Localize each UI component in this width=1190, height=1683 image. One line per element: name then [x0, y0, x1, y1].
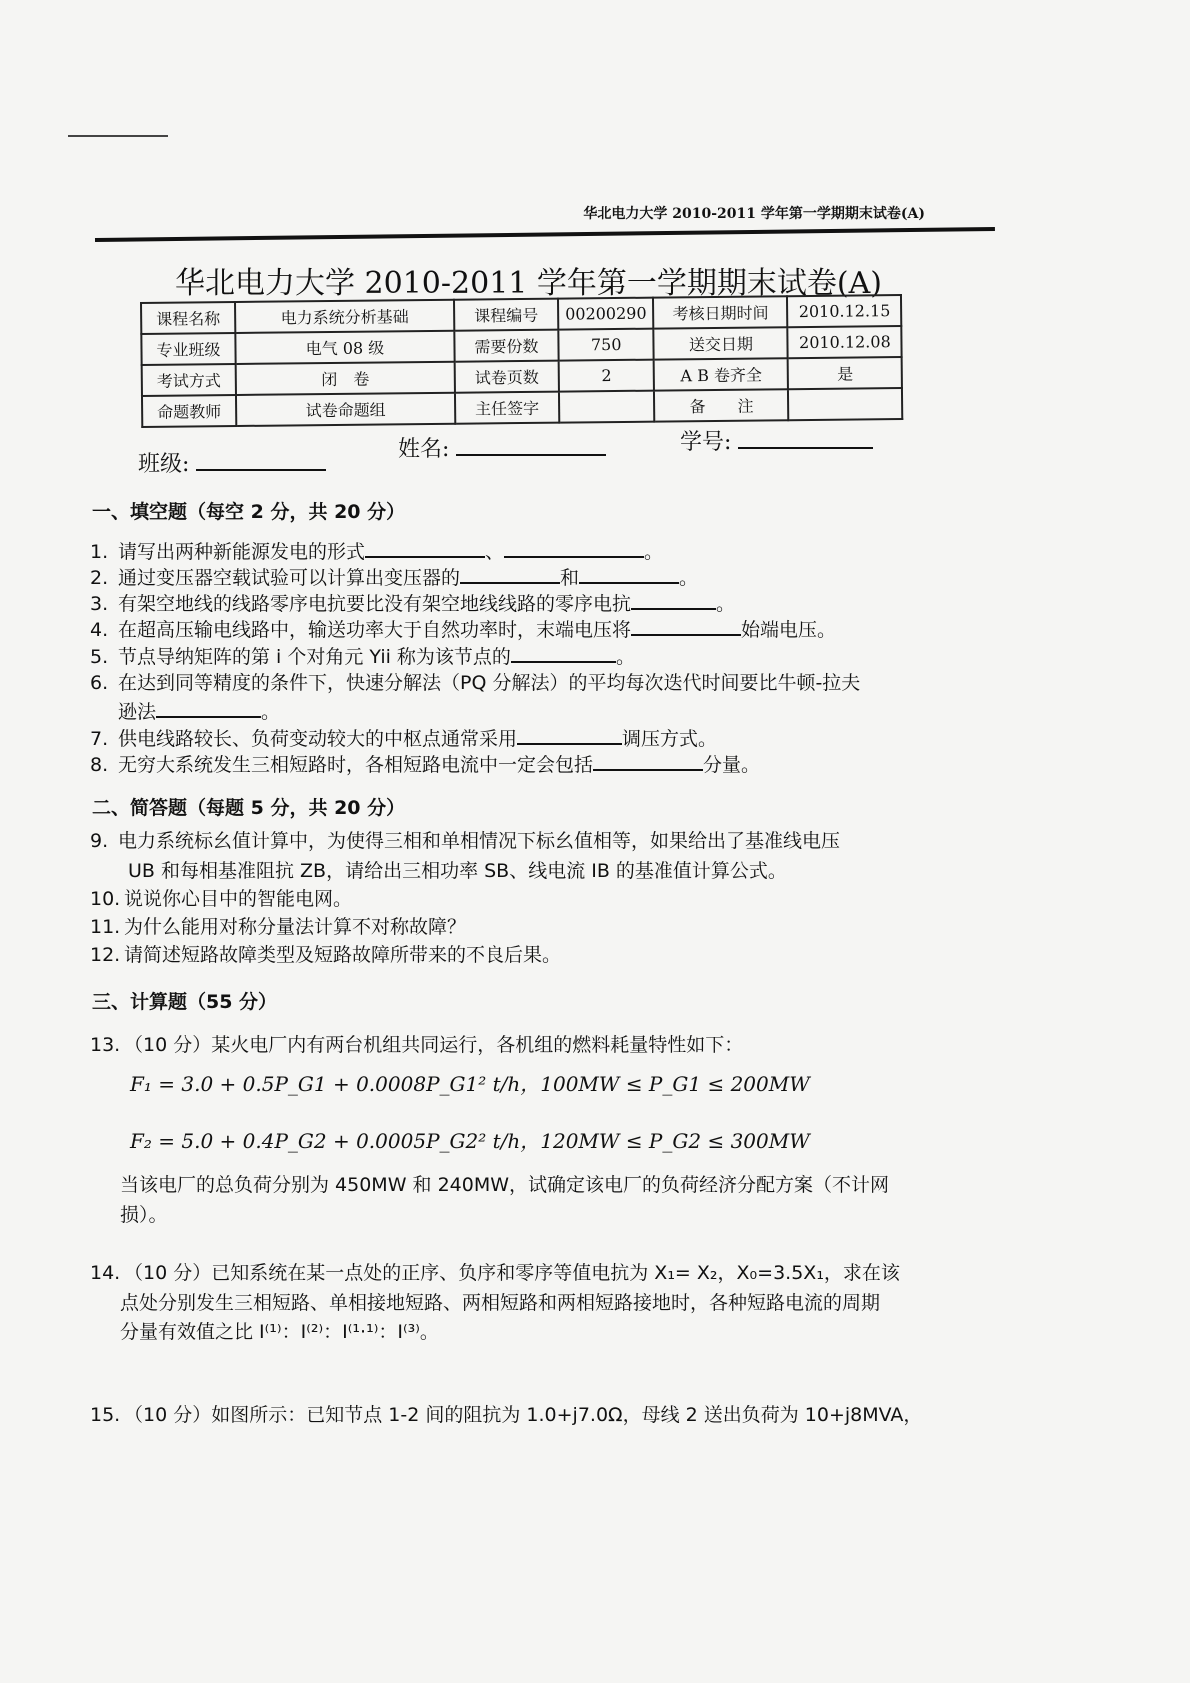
question-11: 11. 为什么能用对称分量法计算不对称故障？	[90, 916, 467, 938]
question-10: 10. 说说你心目中的智能电网。	[90, 888, 353, 910]
section-calculation: 三、计算题（55 分）	[92, 991, 278, 1013]
info-cell: 2010.12.15	[787, 295, 901, 327]
question-4: 4. 在超高压输电线路中，输送功率大于自然功率时，末端电压将 始端电压。	[90, 615, 836, 642]
student-id-label: 学号:	[680, 425, 873, 456]
info-cell: 备 注	[654, 389, 788, 421]
info-cell: 试卷页数	[455, 361, 559, 393]
running-header: 华北电力大学 2010-2011 学年第一学期期末试卷(A)	[583, 206, 925, 222]
info-cell: 试卷命题组	[236, 393, 455, 426]
formula-f2: F₂ = 5.0 + 0.4P_G2 + 0.0005P_G2² t/h，120MW ≤ P_G2 ≤ 300MW	[130, 1129, 810, 1153]
info-cell: 专业班级	[141, 333, 235, 365]
course-info-table	[140, 294, 904, 428]
question-2: 2. 通过变压器空载试验可以计算出变压器的 和 。	[90, 563, 698, 590]
info-cell: 主任签字	[455, 392, 559, 424]
question-9: 9. 电力系统标幺值计算中，为使得三相和单相情况下标幺值相等，如果给出了基准线电压	[90, 830, 841, 852]
question-14: 14. （10 分）已知系统在某一点处的正序、负序和零序等值电抗为 X₁= X₂，X₀=3.5X₁，求在该	[90, 1262, 900, 1284]
info-cell: 命题教师	[142, 395, 236, 427]
info-cell: 2010.12.08	[788, 326, 902, 358]
question-8: 8. 无穷大系统发生三相短路时，各相短路电流中一定会包括 分量。	[90, 750, 760, 777]
question-13: 13. （10 分）某火电厂内有两台机组共同运行，各机组的燃料耗量特性如下：	[90, 1034, 744, 1056]
info-cell: 考试方式	[142, 364, 236, 396]
question-1: 1. 请写出两种新能源发电的形式 、 。	[90, 537, 663, 564]
info-cell: 需要份数	[454, 330, 558, 362]
question-13-text: 当该电厂的总负荷分别为 450MW 和 240MW，试确定该电厂的负荷经济分配方案（不计网	[120, 1174, 890, 1196]
header-rule	[95, 227, 995, 242]
info-cell: 课程名称	[141, 302, 235, 334]
info-cell	[559, 391, 655, 423]
info-cell: 考核日期时间	[653, 296, 787, 328]
scan-mark	[68, 135, 168, 137]
info-cell: 电气 08 级	[235, 331, 454, 364]
question-3: 3. 有架空地线的线路零序电抗要比没有架空地线线路的零序电抗 。	[90, 589, 735, 616]
question-6-cont: 逊法 。	[118, 697, 280, 724]
question-14-cont2: 分量有效值之比 I⁽¹⁾：I⁽²⁾：I⁽¹·¹⁾：I⁽³⁾。	[120, 1321, 439, 1343]
question-5: 5. 节点导纳矩阵的第 i 个对角元 Yii 称为该节点的 。	[90, 642, 635, 669]
info-cell: 电力系统分析基础	[235, 300, 454, 333]
name-label: 姓名:	[398, 432, 606, 463]
info-cell: 送交日期	[654, 327, 788, 359]
info-cell: 闭 卷	[236, 362, 455, 395]
question-15: 15. （10 分）如图所示：已知节点 1-2 间的阻抗为 1.0+j7.0Ω，母线 2 送出负荷为 10+j8MVA，	[90, 1404, 923, 1426]
info-cell: 是	[788, 357, 902, 389]
question-7: 7. 供电线路较长、负荷变动较大的中枢点通常采用 调压方式。	[90, 724, 717, 751]
formula-f1: F₁ = 3.0 + 0.5P_G1 + 0.0008P_G1² t/h，100MW ≤ P_G1 ≤ 200MW	[130, 1072, 810, 1096]
info-row	[142, 388, 903, 427]
question-9-cont: UB 和每相基准阻抗 ZB，请给出三相功率 SB、线电流 IB 的基准值计算公式。	[128, 860, 787, 882]
class-label: 班级:	[138, 447, 326, 478]
info-cell: A B 卷齐全	[654, 358, 788, 390]
question-6: 6. 在达到同等精度的条件下，快速分解法（PQ 分解法）的平均每次迭代时间要比牛顿-拉夫	[90, 672, 861, 694]
page-title: 华北电力大学 2010-2011 学年第一学期期末试卷(A)	[175, 266, 882, 301]
info-cell	[788, 388, 902, 420]
section-fill-in: 一、填空题（每空 2 分，共 20 分）	[92, 501, 406, 523]
info-cell: 2	[559, 360, 655, 392]
question-14-cont: 点处分别发生三相短路、单相接地短路、两相短路和两相短路接地时，各种短路电流的周期	[120, 1292, 881, 1314]
question-13-text-cont: 损）。	[120, 1204, 168, 1226]
info-cell: 750	[558, 329, 654, 361]
info-cell: 课程编号	[454, 299, 558, 331]
question-12: 12. 请简述短路故障类型及短路故障所带来的不良后果。	[90, 944, 562, 966]
info-cell: 00200290	[558, 298, 654, 330]
section-short-answer: 二、简答题（每题 5 分，共 20 分）	[92, 797, 406, 819]
